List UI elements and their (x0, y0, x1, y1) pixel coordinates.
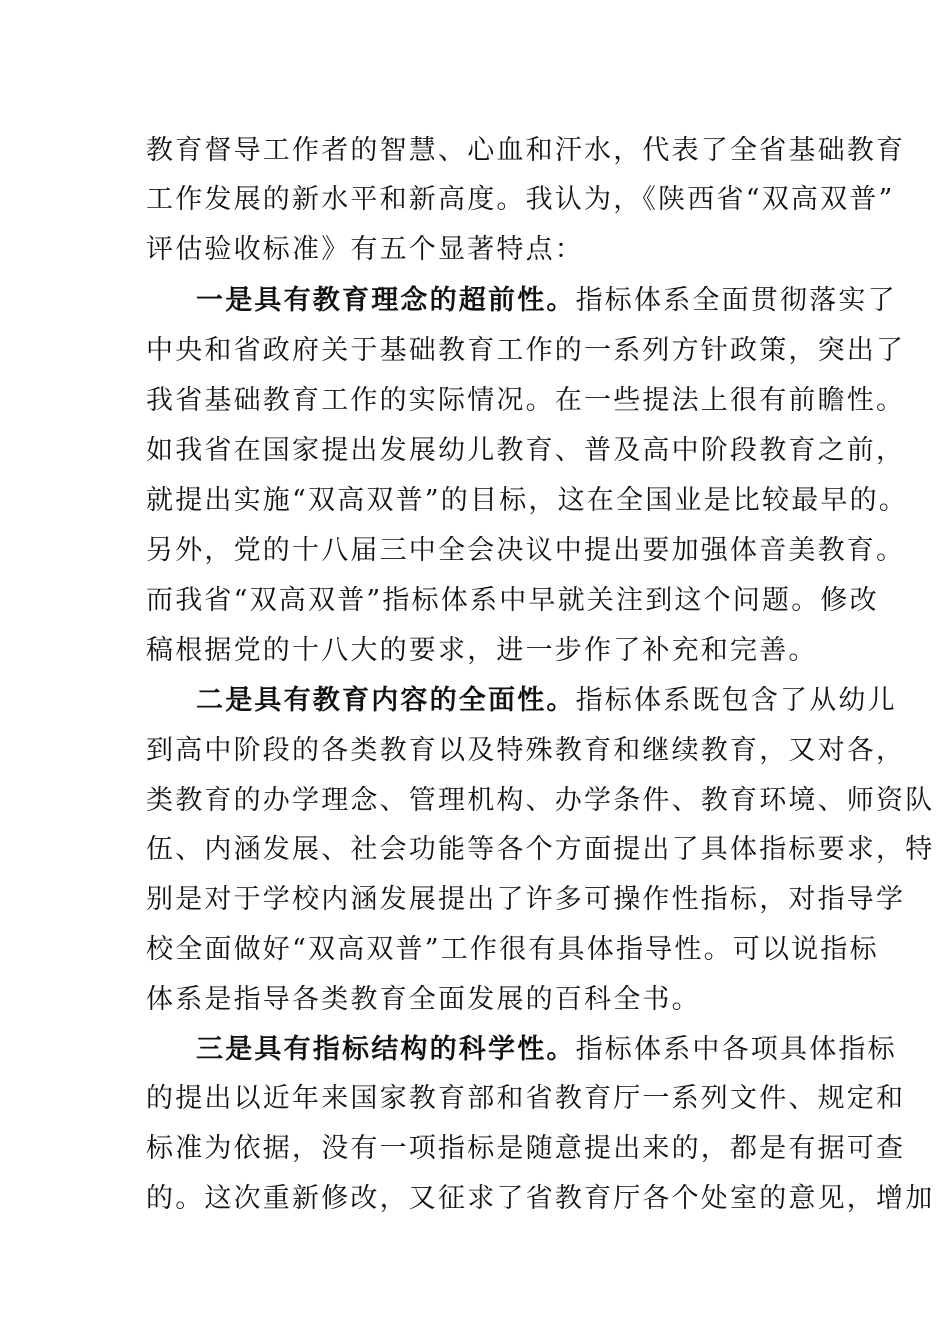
paragraph1-line: 如我省在国家提出发展幼儿教育、普及高中阶段教育之前， (146, 435, 906, 466)
paragraph1-line: 就提出实施“双高双普”的目标，这在全国业是比较最早的。 (146, 485, 909, 516)
paragraph3-line: 的提出以近年来国家教育部和省教育厅一系列文件、规定和 (146, 1083, 906, 1114)
paragraph3-lead: 三是具有指标结构的科学性。 (196, 1034, 576, 1065)
intro-line-2: 工作发展的新水平和新高度。我认为，《陕西省“双高双普” (146, 184, 895, 215)
paragraph2-line: 到高中阶段的各类教育以及特殊教育和继续教育，又对各， (146, 735, 906, 766)
paragraph1-line: 我省基础教育工作的实际情况。在一些提法上很有前瞻性。 (146, 385, 906, 416)
paragraph3-first-rest: 指标体系中各项具体指标 (575, 1034, 897, 1065)
paragraph3-line: 的。这次重新修改，又征求了省教育厅各个处室的意见，增加 (146, 1183, 935, 1214)
paragraph2-lead: 二是具有教育内容的全面性。 (196, 685, 576, 716)
paragraph2-first-rest: 指标体系既包含了从幼儿 (575, 685, 897, 716)
paragraph2-line: 体系是指导各类教育全面发展的百科全书。 (146, 984, 701, 1015)
paragraph3-first-line (196, 1034, 897, 1066)
paragraph1-line: 中央和省政府关于基础教育工作的一系列方针政策，突出了 (146, 335, 906, 366)
paragraph2-line: 伍、内涵发展、社会功能等各个方面提出了具体指标要求，特 (146, 834, 935, 865)
paragraph1-first-rest: 指标体系全面贯彻落实了 (575, 285, 897, 316)
intro-line-1: 教育督导工作者的智慧、心血和汗水，代表了全省基础教育 (146, 135, 906, 166)
paragraph2-line: 校全面做好“双高双普”工作很有具体指导性。可以说指标 (146, 934, 879, 965)
paragraph2-line: 类教育的办学理念、管理机构、办学条件、教育环境、师资队 (146, 785, 935, 816)
paragraph2-first-line (196, 685, 897, 717)
paragraph1-line: 而我省“双高双普”指标体系中早就关注到这个问题。修改 (146, 585, 879, 616)
paragraph1-line: 稿根据党的十八大的要求，进一步作了补充和完善。 (146, 635, 818, 666)
paragraph3-line: 标准为依据，没有一项指标是随意提出来的，都是有据可查 (146, 1133, 906, 1164)
intro-line-3: 评估验收标准》有五个显著特点： (146, 234, 584, 265)
paragraph2-line: 别是对于学校内涵发展提出了许多可操作性指标，对指导学 (146, 884, 906, 915)
paragraph1-line: 另外，党的十八届三中全会决议中提出要加强体音美教育。 (146, 535, 906, 566)
paragraph1-first-line (196, 285, 897, 317)
paragraph1-lead: 一是具有教育理念的超前性。 (196, 285, 576, 316)
